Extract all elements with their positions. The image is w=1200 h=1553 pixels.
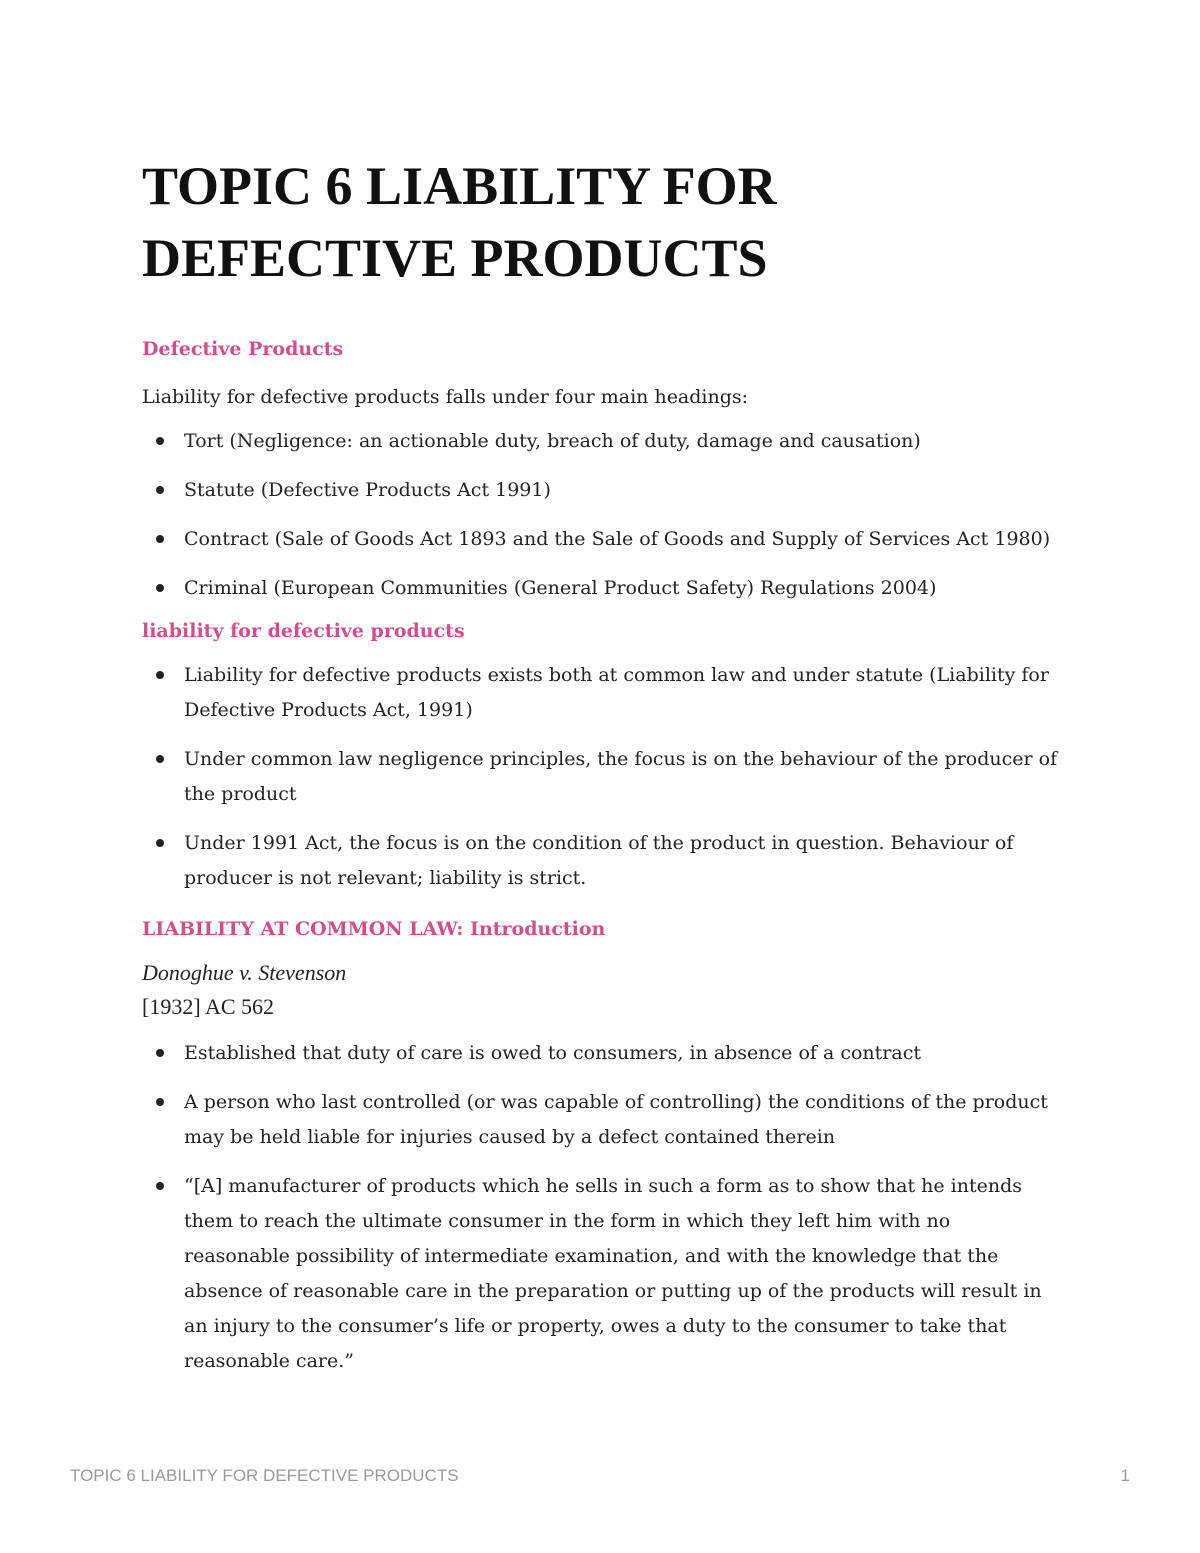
liability-list <box>142 658 1062 896</box>
list-item-text: Contract (Sale of Goods Act 1893 and the Sale of Goods and Supply of Services Act 1980) <box>184 528 1051 550</box>
list-item <box>142 571 1062 606</box>
bullet-icon <box>156 671 164 679</box>
document-title <box>142 150 1062 294</box>
section-heading-liability: liability for defective products <box>142 620 465 642</box>
list-item-text: “[A] manufacturer of products which he sells in such a form as to show that he intends them to reach the ultimate consumer in the form in which they left him with no reasonable possibility of intermediate examination, and with the knowledge that the absence of reasonable care in the preparation or putting up of the products will result in an injury to the consumer’s life or property, owes a duty to the consumer to take that reasonable care.” <box>184 1175 1042 1372</box>
list-item-text: Criminal (European Communities (General Product Safety) Regulations 2004) <box>184 577 937 599</box>
page-number: 1 <box>1120 1466 1130 1485</box>
list-item-text: Under common law negligence principles, the focus is on the behaviour of the producer of the product <box>184 748 1058 805</box>
section-heading-defective-products: Defective Products <box>142 338 344 360</box>
bullet-icon <box>156 1182 164 1190</box>
list-item-text: Statute (Defective Products Act 1991) <box>184 479 551 501</box>
list-item <box>142 742 1062 812</box>
bullet-icon <box>156 584 164 592</box>
footer-title: TOPIC 6 LIABILITY FOR DEFECTIVE PRODUCTS <box>70 1466 459 1485</box>
bullet-icon <box>156 437 164 445</box>
document-page <box>142 150 1062 1379</box>
list-item-text: A person who last controlled (or was capable of controlling) the conditions of the product may be held liable for injuries caused by a defect contained therein <box>184 1091 1048 1148</box>
list-item <box>142 473 1062 508</box>
bullet-icon <box>156 1049 164 1057</box>
bullet-icon <box>156 755 164 763</box>
list-item <box>142 826 1062 896</box>
bullet-icon <box>156 486 164 494</box>
list-item-text: Tort (Negligence: an actionable duty, breach of duty, damage and causation) <box>184 430 921 452</box>
list-item-text: Under 1991 Act, the focus is on the condition of the product in question. Behaviour of producer is not relevant; liability is strict. <box>184 832 1014 889</box>
list-item-text: Liability for defective products exists both at common law and under statute (Liability for Defective Products Act, 1991) <box>184 664 1049 721</box>
document-title-line-1: TOPIC 6 LIABILITY FOR <box>142 156 777 216</box>
list-item <box>142 1169 1062 1379</box>
list-item <box>142 522 1062 557</box>
bullet-icon <box>156 1098 164 1106</box>
headings-list <box>142 424 1062 606</box>
list-item <box>142 658 1062 728</box>
section-heading-common-law: LIABILITY AT COMMON LAW: Introduction <box>142 918 606 940</box>
list-item-text: Established that duty of care is owed to consumers, in absence of a contract <box>184 1042 921 1064</box>
page-footer <box>70 1466 1130 1486</box>
document-title-line-2: DEFECTIVE PRODUCTS <box>142 228 768 288</box>
bullet-icon <box>156 839 164 847</box>
list-item <box>142 424 1062 459</box>
case-citation: [1932] AC 562 <box>142 994 274 1019</box>
bullet-icon <box>156 535 164 543</box>
list-item <box>142 1085 1062 1155</box>
section-intro: Liability for defective products falls under four main headings: <box>142 386 749 408</box>
common-law-list <box>142 1036 1062 1379</box>
case-name: Donoghue v. Stevenson <box>142 960 347 985</box>
list-item <box>142 1036 1062 1071</box>
